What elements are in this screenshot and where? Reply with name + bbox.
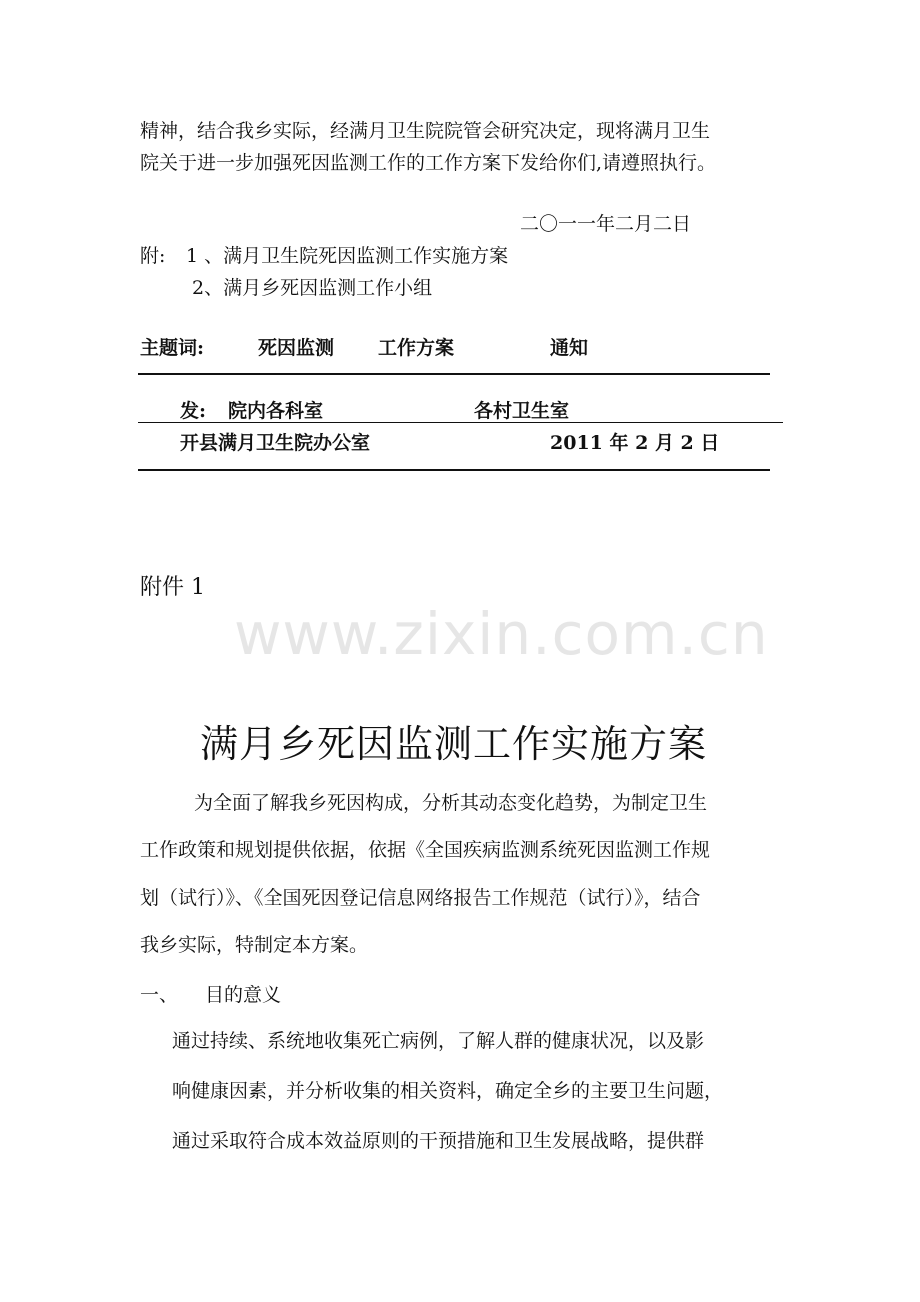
subject-keyword-1: 死因监测 [258,337,335,359]
paragraph-1-line-3: 划（试行）》、《全国死因登记信息网络报告工作规范（试行）》，结合 [140,887,701,909]
subject-keyword-2: 工作方案 [378,337,455,359]
send-to-departments: 院内各科室 [228,400,324,422]
divider-middle [138,422,783,423]
paragraph-1-line-4: 我乡实际，特制定本方案。 [140,934,369,956]
watermark: www.zixin.com.cn [234,600,769,668]
paragraph-1-line-2: 工作政策和规划提供依据，依据《全国疾病监测系统死因监测工作规 [140,839,711,861]
send-label: 发: [180,400,207,422]
attachment-item-1: 1 、满月卫生院死因监测工作实施方案 [186,245,509,267]
divider-top [138,373,770,375]
section-1-number: 一、 [140,984,179,1006]
document-title: 满月乡死因监测工作实施方案 [200,722,708,766]
attachments-label: 附: [140,245,166,267]
paragraph-2-line-2: 响健康因素，并分析收集的相关资料，确定全乡的主要卫生问题， [172,1080,724,1102]
send-to-village-clinics: 各村卫生室 [474,400,570,422]
paragraph-2-line-3: 通过采取符合成本效益原则的干预措施和卫生发展战略，提供群 [172,1130,705,1152]
section-1-title: 目的意义 [205,984,282,1006]
notice-date: 二〇一一年二月二日 [520,213,692,235]
paragraph-1-line-1: 为全面了解我乡死因构成，分析其动态变化趋势，为制定卫生 [194,792,708,814]
issuer: 开县满月卫生院办公室 [180,432,371,454]
intro-line-1: 精神，结合我乡实际，经满月卫生院院管会研究决定，现将满月卫生 [140,120,711,142]
attachment-item-2: 2、满月乡死因监测工作小组 [192,277,433,299]
divider-bottom [138,469,770,471]
paragraph-2-line-1: 通过持续、系统地收集死亡病例，了解人群的健康状况，以及影 [172,1030,705,1052]
subject-keyword-3: 通知 [550,337,589,359]
intro-line-2: 院关于进一步加强死因监测工作的工作方案下发给你们,请遵照执行。 [140,152,717,174]
subject-label: 主题词: [140,337,205,359]
annex-label: 附件 1 [140,575,205,600]
issue-date: 2011 年 2 月 2 日 [550,432,720,454]
